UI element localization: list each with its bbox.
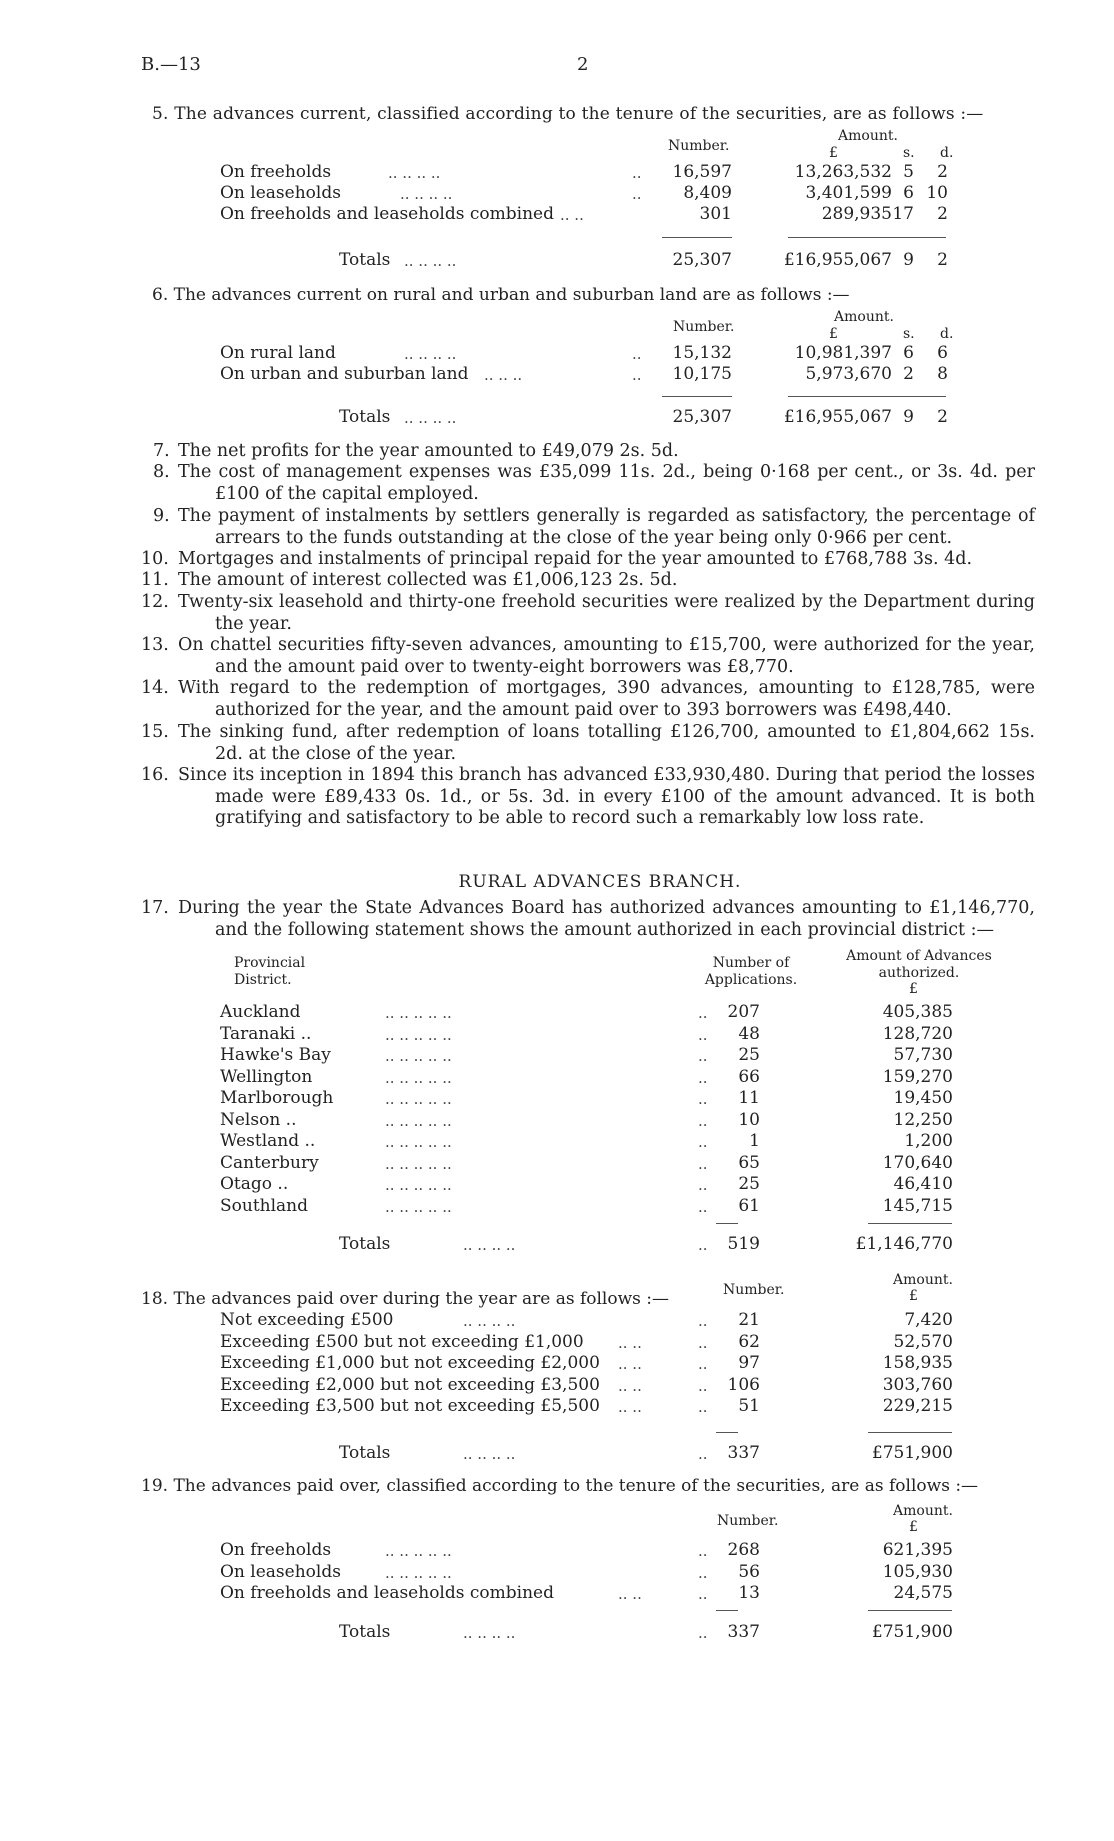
col-header-amount: Amount of Advances authorized. (846, 948, 992, 981)
s5-sub-pounds: £ (829, 145, 838, 161)
col-header-amount-unit: £ (909, 981, 918, 997)
table-cell-tenure: On freeholds (220, 1540, 332, 1560)
divider (868, 1223, 952, 1224)
leader-dots: .. .. (618, 1398, 642, 1416)
table-cell-shillings: 17 (892, 204, 914, 224)
s5-sub-shillings: s. (903, 145, 915, 161)
section-heading: RURAL ADVANCES BRANCH. (458, 872, 742, 892)
table-cell-applications: 11 (738, 1088, 760, 1108)
table-cell-range: Exceeding £3,500 but not exceeding £5,500 (220, 1396, 600, 1416)
table-cell-pence: 10 (926, 183, 948, 203)
table-cell-amount: 57,730 (893, 1045, 953, 1065)
paragraph-9: 9. The payment of instalments by settlers generally is regarded as satisfactory, the percentage of arrears to the funds outstanding at the close of the year being only 0·966 per cent. (153, 506, 1035, 548)
table-cell-range: Exceeding £500 but not exceeding £1,000 (220, 1332, 584, 1352)
s18-col-amount-unit: £ (909, 1288, 918, 1304)
leader-dots: .. (698, 1564, 708, 1582)
leader-dots: .. .. .. .. .. (385, 1155, 452, 1173)
table-row-label: On freeholds and leaseholds combined (220, 204, 554, 224)
table-cell-amount: 229,215 (882, 1396, 953, 1416)
s6-sub-pounds: £ (829, 326, 838, 342)
leader-dots: .. .. .. .. (404, 409, 457, 427)
table-cell-shillings: 6 (903, 183, 914, 203)
paragraph-13: 13. On chattel securities fifty-seven advances, amounting to £15,700, were authorized for the year, and the amount paid over to twenty-eight borrowers was £8,770. (141, 635, 1035, 677)
leader-dots: .. .. .. .. (400, 185, 453, 203)
table-cell-amount: 303,760 (882, 1375, 953, 1395)
s18-totals-label: Totals (339, 1443, 391, 1463)
table-cell-tenure: On freeholds and leaseholds combined (220, 1583, 554, 1603)
leader-dots: .. (698, 1585, 708, 1603)
table-cell-amount: 46,410 (893, 1174, 953, 1194)
table-cell-applications: 207 (727, 1002, 760, 1022)
leader-dots: .. .. .. .. .. (385, 1026, 452, 1044)
page-reference: B.—13 (141, 54, 201, 75)
leader-dots: .. (698, 1112, 708, 1130)
paragraph-10: 10. Mortgages and instalments of principal repaid for the year amounted to £768,788 3s. 4d. (141, 549, 973, 569)
table-cell-amount: 405,385 (882, 1002, 953, 1022)
leader-dots: .. (698, 1624, 708, 1642)
divider (788, 396, 946, 397)
divider (662, 237, 732, 238)
leader-dots: .. (698, 1090, 708, 1108)
leader-dots: .. .. .. .. .. (385, 1090, 452, 1108)
s5-total-number: 25,307 (672, 250, 732, 270)
table-cell-amount: 52,570 (893, 1332, 953, 1352)
paragraph-8: 8. The cost of management expenses was £35,099 11s. 2d., being 0·168 per cent., or 3s. 4d. per £100 of the capital employed. (153, 462, 1035, 504)
divider (788, 237, 946, 238)
paragraph-11: 11. The amount of interest collected was £1,006,123 2s. 5d. (141, 570, 678, 590)
table-cell-range: Exceeding £2,000 but not exceeding £3,500 (220, 1375, 600, 1395)
table-cell-pounds: 10,981,397 (794, 343, 892, 363)
rural-total-amount: £1,146,770 (855, 1234, 953, 1254)
s6-sub-pence: d. (940, 326, 954, 342)
table-cell-number: 268 (727, 1540, 760, 1560)
leader-dots: .. .. .. .. .. (385, 1198, 452, 1216)
table-cell-amount: 158,935 (882, 1353, 953, 1373)
table-cell-amount: 7,420 (904, 1310, 953, 1330)
leader-dots: .. .. .. .. .. (385, 1047, 452, 1065)
leader-dots: .. (632, 345, 642, 363)
page-number: 2 (577, 54, 589, 75)
leader-dots: .. .. .. .. .. (385, 1004, 452, 1022)
leader-dots: .. .. .. .. (463, 1312, 516, 1330)
table-cell-applications: 66 (738, 1067, 760, 1087)
table-cell-district: Hawke's Bay (220, 1045, 331, 1065)
leader-dots: .. .. .. .. (388, 164, 441, 182)
table-row-label: On leaseholds (220, 183, 341, 203)
leader-dots: .. (698, 1334, 708, 1352)
table-cell-amount: 170,640 (882, 1153, 953, 1173)
table-cell-number: 56 (738, 1562, 760, 1582)
table-cell-shillings: 2 (903, 364, 914, 384)
leader-dots: .. .. .. .. .. (385, 1112, 452, 1130)
table-cell-district: Otago .. (220, 1174, 289, 1194)
table-cell-pence: 6 (937, 343, 948, 363)
table-cell-pounds: 3,401,599 (805, 183, 892, 203)
paragraph-17: 17. During the year the State Advances Board has authorized advances amounting to £1,146,770, and the following statement shows the amount authorized in each provincial district :— (141, 898, 1035, 940)
table-cell-pounds: 13,263,532 (794, 162, 892, 182)
table-cell-range: Exceeding £1,000 but not exceeding £2,000 (220, 1353, 600, 1373)
paragraph-12: 12. Twenty-six leasehold and thirty-one freehold securities were realized by the Department during the year. (141, 592, 1035, 634)
leader-dots: .. .. .. .. (404, 252, 457, 270)
divider (716, 1223, 738, 1224)
section-19-intro: 19. The advances paid over, classified according to the tenure of the securities, are as follows :— (141, 1476, 979, 1496)
table-cell-amount: 12,250 (893, 1110, 953, 1130)
paragraph-14: 14. With regard to the redemption of mortgages, 390 advances, amounting to £128,785, were authorized for the year, and the amount paid over to 393 borrowers was £498,440. (141, 678, 1035, 720)
section-5-intro: 5. The advances current, classified according to the tenure of the securities, are as follows :— (152, 104, 984, 124)
divider (868, 1610, 952, 1611)
leader-dots: .. (698, 1004, 708, 1022)
table-cell-district: Wellington (220, 1067, 313, 1087)
table-cell-number: 16,597 (672, 162, 732, 182)
leader-dots: .. .. (618, 1585, 642, 1603)
table-cell-district: Westland .. (220, 1131, 316, 1151)
table-cell-amount: 128,720 (882, 1024, 953, 1044)
s6-col-amount: Amount. (834, 309, 894, 325)
leader-dots: .. .. .. .. .. (385, 1133, 452, 1151)
s19-col-number: Number. (717, 1513, 779, 1529)
leader-dots: .. (698, 1398, 708, 1416)
s19-total-number: 337 (727, 1622, 760, 1642)
divider (716, 1610, 738, 1611)
table-row-label: On rural land (220, 343, 336, 363)
table-cell-amount: 24,575 (893, 1583, 953, 1603)
table-cell-shillings: 5 (903, 162, 914, 182)
table-cell-pounds: 5,973,670 (805, 364, 892, 384)
s6-total-shillings: 9 (903, 407, 914, 427)
leader-dots: .. (698, 1236, 708, 1254)
table-cell-pence: 2 (937, 204, 948, 224)
table-cell-number: 13 (738, 1583, 760, 1603)
leader-dots: .. (698, 1155, 708, 1173)
table-cell-applications: 61 (738, 1196, 760, 1216)
table-row-label: On freeholds (220, 162, 332, 182)
table-cell-amount: 159,270 (882, 1067, 953, 1087)
s6-sub-shillings: s. (903, 326, 915, 342)
table-cell-number: 62 (738, 1332, 760, 1352)
s6-total-pence: 2 (937, 407, 948, 427)
s19-totals-label: Totals (339, 1622, 391, 1642)
leader-dots: .. .. (618, 1377, 642, 1395)
leader-dots: .. (698, 1133, 708, 1151)
divider (662, 396, 732, 397)
leader-dots: .. (698, 1355, 708, 1373)
leader-dots: .. (698, 1377, 708, 1395)
table-cell-amount: 1,200 (904, 1131, 953, 1151)
s5-total-pence: 2 (937, 250, 948, 270)
table-cell-district: Auckland (220, 1002, 301, 1022)
table-cell-applications: 25 (738, 1045, 760, 1065)
leader-dots: .. .. .. .. .. (385, 1542, 452, 1560)
s5-total-pounds: £16,955,067 (783, 250, 892, 270)
s5-total-shillings: 9 (903, 250, 914, 270)
table-cell-number: 106 (727, 1375, 760, 1395)
table-cell-tenure: On leaseholds (220, 1562, 341, 1582)
leader-dots: .. (698, 1198, 708, 1216)
table-cell-district: Nelson .. (220, 1110, 297, 1130)
s6-total-pounds: £16,955,067 (783, 407, 892, 427)
divider (868, 1432, 952, 1433)
s5-col-amount: Amount. (838, 128, 898, 144)
table-cell-district: Taranaki .. (220, 1024, 312, 1044)
s18-col-number: Number. (723, 1282, 785, 1298)
table-cell-range: Not exceeding £500 (220, 1310, 394, 1330)
table-cell-amount: 621,395 (882, 1540, 953, 1560)
leader-dots: .. (698, 1312, 708, 1330)
table-cell-amount: 105,930 (882, 1562, 953, 1582)
table-cell-amount: 19,450 (893, 1088, 953, 1108)
leader-dots: .. .. .. .. .. (385, 1176, 452, 1194)
leader-dots: .. (698, 1542, 708, 1560)
leader-dots: .. .. .. .. (463, 1445, 516, 1463)
leader-dots: .. (698, 1069, 708, 1087)
table-cell-number: 301 (699, 204, 732, 224)
table-cell-number: 15,132 (672, 343, 732, 363)
s19-total-amount: £751,900 (871, 1622, 953, 1642)
s5-col-number: Number. (668, 138, 730, 154)
s5-sub-pence: d. (940, 145, 954, 161)
table-cell-number: 97 (738, 1353, 760, 1373)
leader-dots: .. .. .. .. .. (385, 1069, 452, 1087)
leader-dots: .. (698, 1176, 708, 1194)
leader-dots: .. (698, 1026, 708, 1044)
rural-total-number: 519 (727, 1234, 760, 1254)
section-18-intro: 18. The advances paid over during the year are as follows :— (141, 1289, 670, 1309)
s6-total-number: 25,307 (672, 407, 732, 427)
table-row-label: On urban and suburban land (220, 364, 469, 384)
section-6-intro: 6. The advances current on rural and urban and suburban land are as follows :— (152, 285, 850, 305)
s6-totals-label: Totals (339, 407, 391, 427)
table-cell-pounds: 289,935 (821, 204, 892, 224)
col-header-applications: Number of Applications. (704, 955, 798, 988)
table-cell-pence: 2 (937, 162, 948, 182)
paragraph-15: 15. The sinking fund, after redemption of loans totalling £126,700, amounted to £1,804,662 15s. 2d. at the close of the year. (141, 722, 1035, 764)
leader-dots: .. .. .. .. (463, 1236, 516, 1254)
table-cell-applications: 48 (738, 1024, 760, 1044)
s18-total-amount: £751,900 (871, 1443, 953, 1463)
s19-col-amount: Amount. (893, 1503, 953, 1519)
rural-totals-label: Totals (339, 1234, 391, 1254)
table-cell-applications: 10 (738, 1110, 760, 1130)
leader-dots: .. .. (618, 1334, 642, 1352)
leader-dots: .. .. (560, 206, 584, 224)
leader-dots: .. .. .. .. (404, 345, 457, 363)
table-cell-number: 10,175 (672, 364, 732, 384)
divider (716, 1432, 738, 1433)
s18-col-amount: Amount. (893, 1272, 953, 1288)
table-cell-pence: 8 (937, 364, 948, 384)
table-cell-district: Marlborough (220, 1088, 334, 1108)
col-header-district: Provincial District. (234, 955, 306, 988)
s18-total-number: 337 (727, 1443, 760, 1463)
table-cell-district: Canterbury (220, 1153, 319, 1173)
s5-totals-label: Totals (339, 250, 391, 270)
table-cell-number: 8,409 (683, 183, 732, 203)
s19-col-amount-unit: £ (909, 1519, 918, 1535)
table-cell-number: 21 (738, 1310, 760, 1330)
table-cell-applications: 65 (738, 1153, 760, 1173)
table-cell-applications: 25 (738, 1174, 760, 1194)
leader-dots: .. .. .. .. .. (385, 1564, 452, 1582)
paragraph-16: 16. Since its inception in 1894 this branch has advanced £33,930,480. During that period the losses made were £89,433 0s. 1d., or 5s. 3d. in every £100 of the amount advanced. It is both gratifying and satisfactory to be able to record such a remarkably low loss rate. (141, 765, 1035, 829)
table-cell-number: 51 (738, 1396, 760, 1416)
leader-dots: .. (632, 366, 642, 384)
leader-dots: .. .. .. .. (463, 1624, 516, 1642)
leader-dots: .. (632, 185, 642, 203)
leader-dots: .. (698, 1445, 708, 1463)
table-cell-shillings: 6 (903, 343, 914, 363)
leader-dots: .. .. (618, 1355, 642, 1373)
leader-dots: .. .. .. (484, 366, 523, 384)
table-cell-district: Southland (220, 1196, 309, 1216)
table-cell-amount: 145,715 (882, 1196, 953, 1216)
leader-dots: .. (698, 1047, 708, 1065)
s6-col-number: Number. (673, 319, 735, 335)
table-cell-applications: 1 (749, 1131, 760, 1151)
leader-dots: .. (632, 164, 642, 182)
paragraph-7: 7. The net profits for the year amounted to £49,079 2s. 5d. (153, 441, 679, 461)
